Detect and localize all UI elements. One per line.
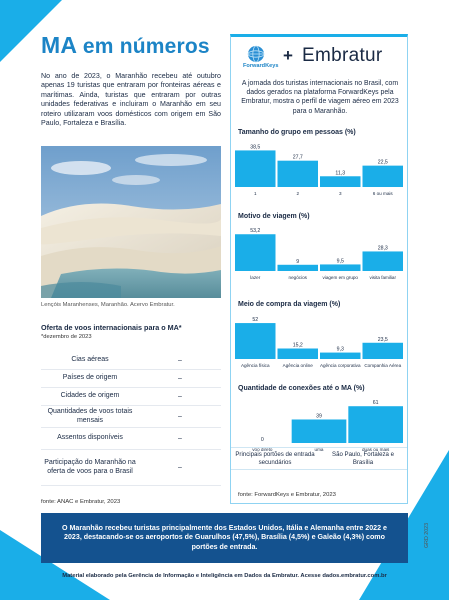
bar-category-label: uma [314, 447, 324, 452]
bar-value-label: 11,3 [335, 170, 346, 177]
flights-row-label: Cidades de origem [60, 392, 120, 400]
panel-intro: A jornada dos turistas internacionais no Brasil, com dados gerados na plataforma ForwardKeys pela Embratur, mostra o perfil de viagem aéreo em 2023 para o Maranhão. [241, 80, 399, 115]
bar [320, 176, 361, 187]
bar [278, 161, 319, 187]
secondary-gateways-label: Principais portões de entrada secundários [235, 451, 315, 466]
panel-source: fonte: ForwardKeys e Embratur, 2023 [238, 492, 336, 498]
chart-purchase-channel [234, 313, 404, 373]
bar-value-label: 53,2 [250, 228, 261, 235]
bar-category-label: voo direto [252, 447, 273, 452]
bar-category-label: duas ou mais [362, 447, 390, 452]
chart-title-connections: Quantidade de conexões até o MA (%) [238, 385, 365, 392]
flights-row-value: – [178, 435, 182, 442]
flights-table-row [41, 428, 221, 450]
flights-table-row [41, 352, 221, 370]
flights-row-value: – [178, 464, 182, 471]
photo-caption: Lençóis Maranhenses, Maranhão. Acervo Embratur. [41, 302, 175, 308]
partner-logos [243, 43, 403, 73]
bar-category-label: Agência online [282, 363, 313, 368]
chart-title-group-size: Tamanho do grupo em pessoas (%) [238, 129, 356, 136]
flights-row-value: – [178, 375, 182, 382]
flights-row-label: Cias aéreas [71, 356, 109, 364]
flights-table-row [41, 388, 221, 406]
bar-category-label: Companhia Aérea [364, 363, 402, 368]
flights-table-row [41, 370, 221, 388]
bar-value-label: 52 [252, 317, 259, 324]
bar-category-label: Agência corporativa [319, 363, 361, 368]
bar-chart-svg [234, 225, 404, 285]
bar [320, 264, 361, 271]
bar-value-label: 15,2 [292, 342, 303, 349]
flights-row-value: – [178, 413, 182, 420]
bar-value-label: 9,3 [336, 346, 344, 353]
chart-title-purchase-channel: Meio de compra da viagem (%) [238, 301, 341, 308]
flights-row-label: Países de origem [62, 374, 118, 382]
page-title-ma: MA [41, 32, 77, 58]
forwardkeys-panel [230, 34, 408, 504]
bar-category-label: 3 [338, 191, 342, 196]
bar-category-label: negócios [288, 275, 307, 280]
flights-source: fonte: ANAC e Embratur, 2023 [41, 499, 121, 505]
bar [292, 419, 347, 443]
bar [363, 166, 404, 187]
bar-category-label: 2 [296, 191, 300, 196]
bar-chart-svg [234, 313, 404, 373]
forwardkeys-globe-icon [247, 45, 265, 63]
highlight-banner: O Maranhão recebeu turistas principalmente dos Estados Unidos, Itália e Alemanha entre 2022 e 2023, destacando-se os aeroportos de Guarulhos (47,5%), Brasília (4,5%) e Galeão (4,3%) como portões de entrada. [41, 513, 408, 563]
bar [235, 234, 276, 271]
bar-category-label: viagem em grupo [322, 275, 358, 280]
flights-table-row [41, 450, 221, 486]
bar [235, 323, 276, 359]
flights-row-label: Quantidades de voos totais mensais [47, 408, 133, 424]
embratur-logo-text: Embratur [302, 45, 383, 66]
flights-table-title: Oferta de voos internacionais para o MA* [41, 323, 182, 332]
flights-table [41, 352, 221, 486]
page-title-rest: em números [82, 35, 210, 58]
bar-category-label: Agência física [240, 363, 270, 368]
flights-table-subtitle: *dezembro de 2023 [41, 334, 92, 340]
bar-value-label: 0 [260, 437, 264, 443]
flights-row-value: – [178, 357, 182, 364]
bar-value-label: 39 [316, 413, 322, 420]
bar [278, 349, 319, 360]
intro-paragraph: No ano de 2023, o Maranhão recebeu até outubro apenas 19 turistas que entraram por fronteiras aéreas e marítimas. Ainda, turistas que entraram por outras unidades federativas e incluiram o Maranhão em seu roteiro utilizaram voos domésticos com origem em São Paulo, Fortaleza e Brasília. [41, 72, 221, 128]
bar-value-label: 61 [372, 400, 379, 407]
flights-row-value: – [178, 393, 182, 400]
bar-category-label: 1 [253, 191, 257, 196]
page-title [41, 32, 210, 59]
footer-note: Material elaborado pela Gerência de Informação e Inteligência em Dados da Embratur. Acesse dados.embratur.com.br [62, 573, 387, 579]
bar-category-label: visita familiar [369, 275, 397, 280]
bar-value-label: 9 [296, 258, 300, 265]
bar [235, 150, 276, 187]
bar-value-label: 27,7 [292, 154, 303, 161]
bar-chart-svg [234, 141, 404, 201]
bar [320, 353, 361, 359]
chart-trip-purpose [234, 225, 404, 285]
forwardkeys-logo-text: ForwardKeys [243, 63, 279, 69]
bar-value-label: 28,3 [377, 245, 388, 252]
bar [348, 406, 403, 443]
bar [363, 251, 404, 271]
flights-row-label: Assentos disponíveis [57, 434, 123, 442]
bar-value-label: 23,5 [377, 336, 388, 343]
document-code: GRD 2023 [424, 522, 430, 548]
secondary-gateways-value: São Paulo, Fortaleza e Brasília [332, 451, 394, 466]
bar-value-label: 22,5 [377, 159, 388, 166]
bar-value-label: 38,5 [250, 144, 261, 151]
flights-table-row [41, 406, 221, 428]
chart-group-size [234, 141, 404, 201]
bar [278, 265, 319, 271]
flights-row-label: Participação do Maranhão na oferta de voos para o Brasil [44, 459, 136, 475]
bar-category-label: 6 ou mais [372, 191, 393, 196]
plus-sign: + [283, 46, 293, 65]
chart-title-trip-purpose: Motivo de viagem (%) [238, 213, 310, 220]
bar-category-label: lazer [250, 275, 261, 280]
secondary-gateways [231, 447, 407, 470]
bar-value-label: 9,5 [336, 258, 344, 265]
landscape-photo [41, 146, 221, 298]
bar [363, 343, 404, 359]
